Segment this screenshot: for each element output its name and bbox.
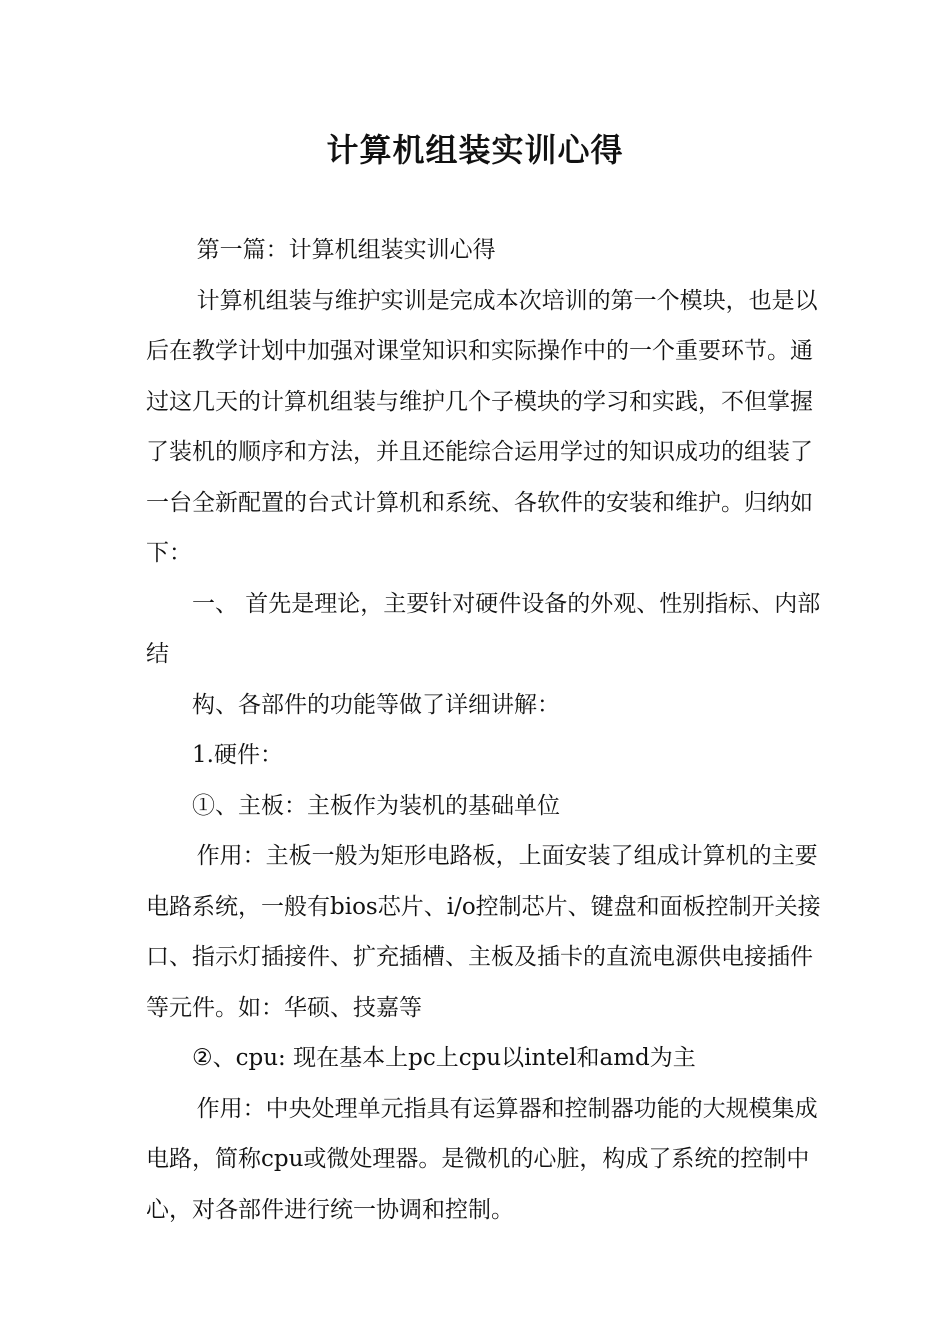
theory-continuation: 构、各部件的功能等做了详细讲解： (192, 691, 560, 718)
hardware-heading: 1.硬件： (192, 742, 283, 768)
document-title: 计算机组装实训心得 (326, 131, 624, 169)
document-body (146, 225, 826, 1235)
motherboard-description: 作用：主板一般为矩形电路板，上面安装了组成计算机的主要电路系统，一般有bios芯片、i/o控制芯片、键盘和面板控制开关接口、指示灯插接件、扩充插槽、主板及插卡的直流电源供电接插件等元件。如：华硕、技嘉等 (146, 843, 821, 1021)
cpu-description: 作用：中央处理单元指具有运算器和控制器功能的大规模集成电路，简称cpu或微处理器。是微机的心脏，构成了系统的控制中心，对各部件进行统一协调和控制。 (146, 1095, 818, 1223)
list-item-theory: 一、 首先是理论，主要针对硬件设备的外观、性别指标、内部结 (146, 590, 821, 667)
intro-paragraph: 计算机组装与维护实训是完成本次培训的第一个模块，也是以后在教学计划中加强对课堂知识和实际操作中的一个重要环节。通过这几天的计算机组装与维护几个子模块的学习和实践，不但掌握了装机的顺序和方法，并且还能综合运用学过的知识成功的组装了一台全新配置的台式计算机和系统、各软件的安装和维护。归纳如下： (146, 287, 818, 566)
section-heading: 第一篇：计算机组装实训心得 (196, 237, 496, 263)
cpu-heading: ②、cpu: 现在基本上pc上cpu以intel和amd为主 (192, 1045, 696, 1071)
motherboard-heading: ①、主板：主板作为装机的基础单位 (192, 792, 560, 819)
